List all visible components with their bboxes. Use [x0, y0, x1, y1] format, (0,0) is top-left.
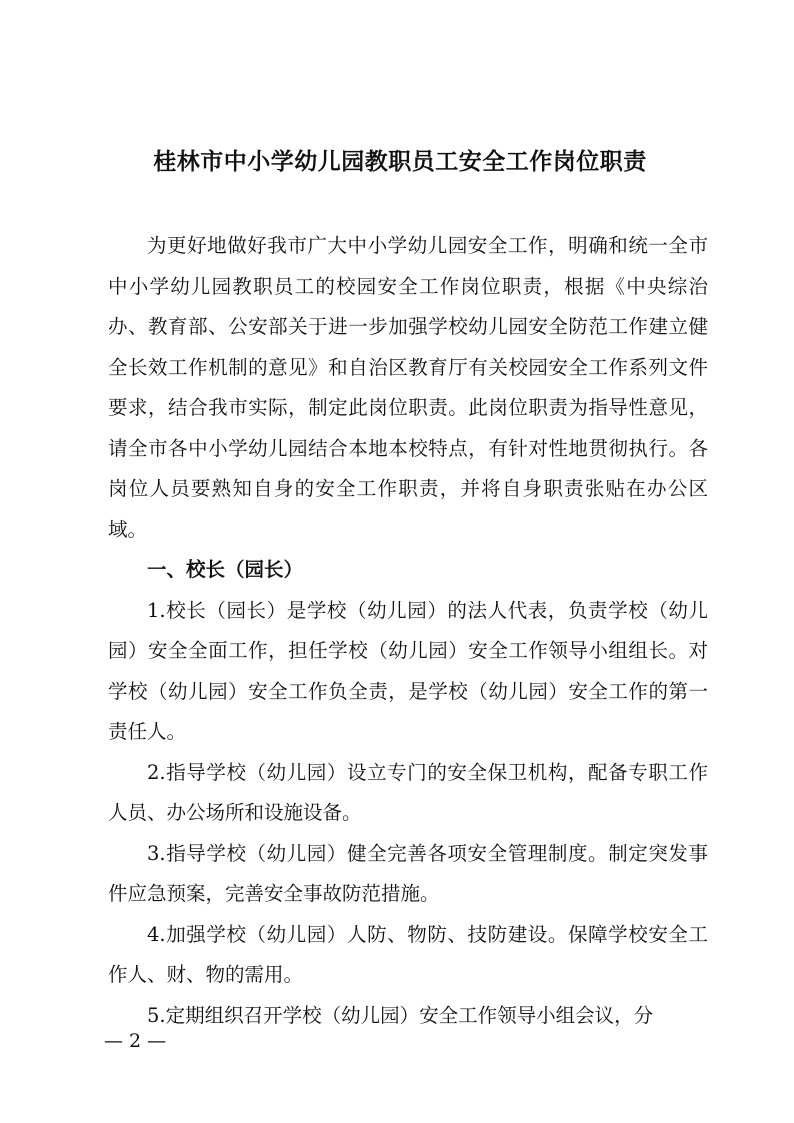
list-item: 5.定期组织召开学校（幼儿园）安全工作领导小组会议，分: [147, 1003, 654, 1027]
intro-paragraph: 为更好地做好我市广大中小学幼儿园安全工作，明确和统一全市中小学幼儿园教职员工的校园安全工作岗位职责，根据《中央综治办、教育部、公安部关于进一步加强学校幼儿园安全防范工作建立健全长效工作机制的意见》和自治区教育厅有关校园安全工作系列文件要求，结合我市实际，制定此岗位职责。此岗位职责为指导性意见，请全市各中小学幼儿园结合本地本校特点，有针对性地贯彻执行。各岗位人员要熟知自身的安全工作职责，并将自身职责张贴在办公区域。: [108, 234, 708, 541]
page-number: — 2 —: [104, 1030, 167, 1052]
list-item: 3.指导学校（幼儿园）健全完善各项安全管理制度。制定突发事件应急预案，完善安全事故防范措施。: [108, 841, 708, 905]
list-item: 4.加强学校（幼儿园）人防、物防、技防建设。保障学校安全工作人、财、物的需用。: [108, 922, 708, 986]
list-item: 1.校长（园长）是学校（幼儿园）的法人代表，负责学校（幼儿园）安全全面工作，担任学校（幼儿园）安全工作领导小组组长。对学校（幼儿园）安全工作负全责，是学校（幼儿园）安全工作的第一责任人。: [108, 598, 708, 743]
list-item: 2.指导学校（幼儿园）设立专门的安全保卫机构，配备专职工作人员、办公场所和设施设备。: [108, 760, 708, 824]
document-body: [108, 226, 708, 1036]
section-heading: 一、校长（园长）: [147, 558, 304, 581]
document-title: 桂林市中小学幼儿园教职员工安全工作岗位职责: [153, 148, 647, 175]
